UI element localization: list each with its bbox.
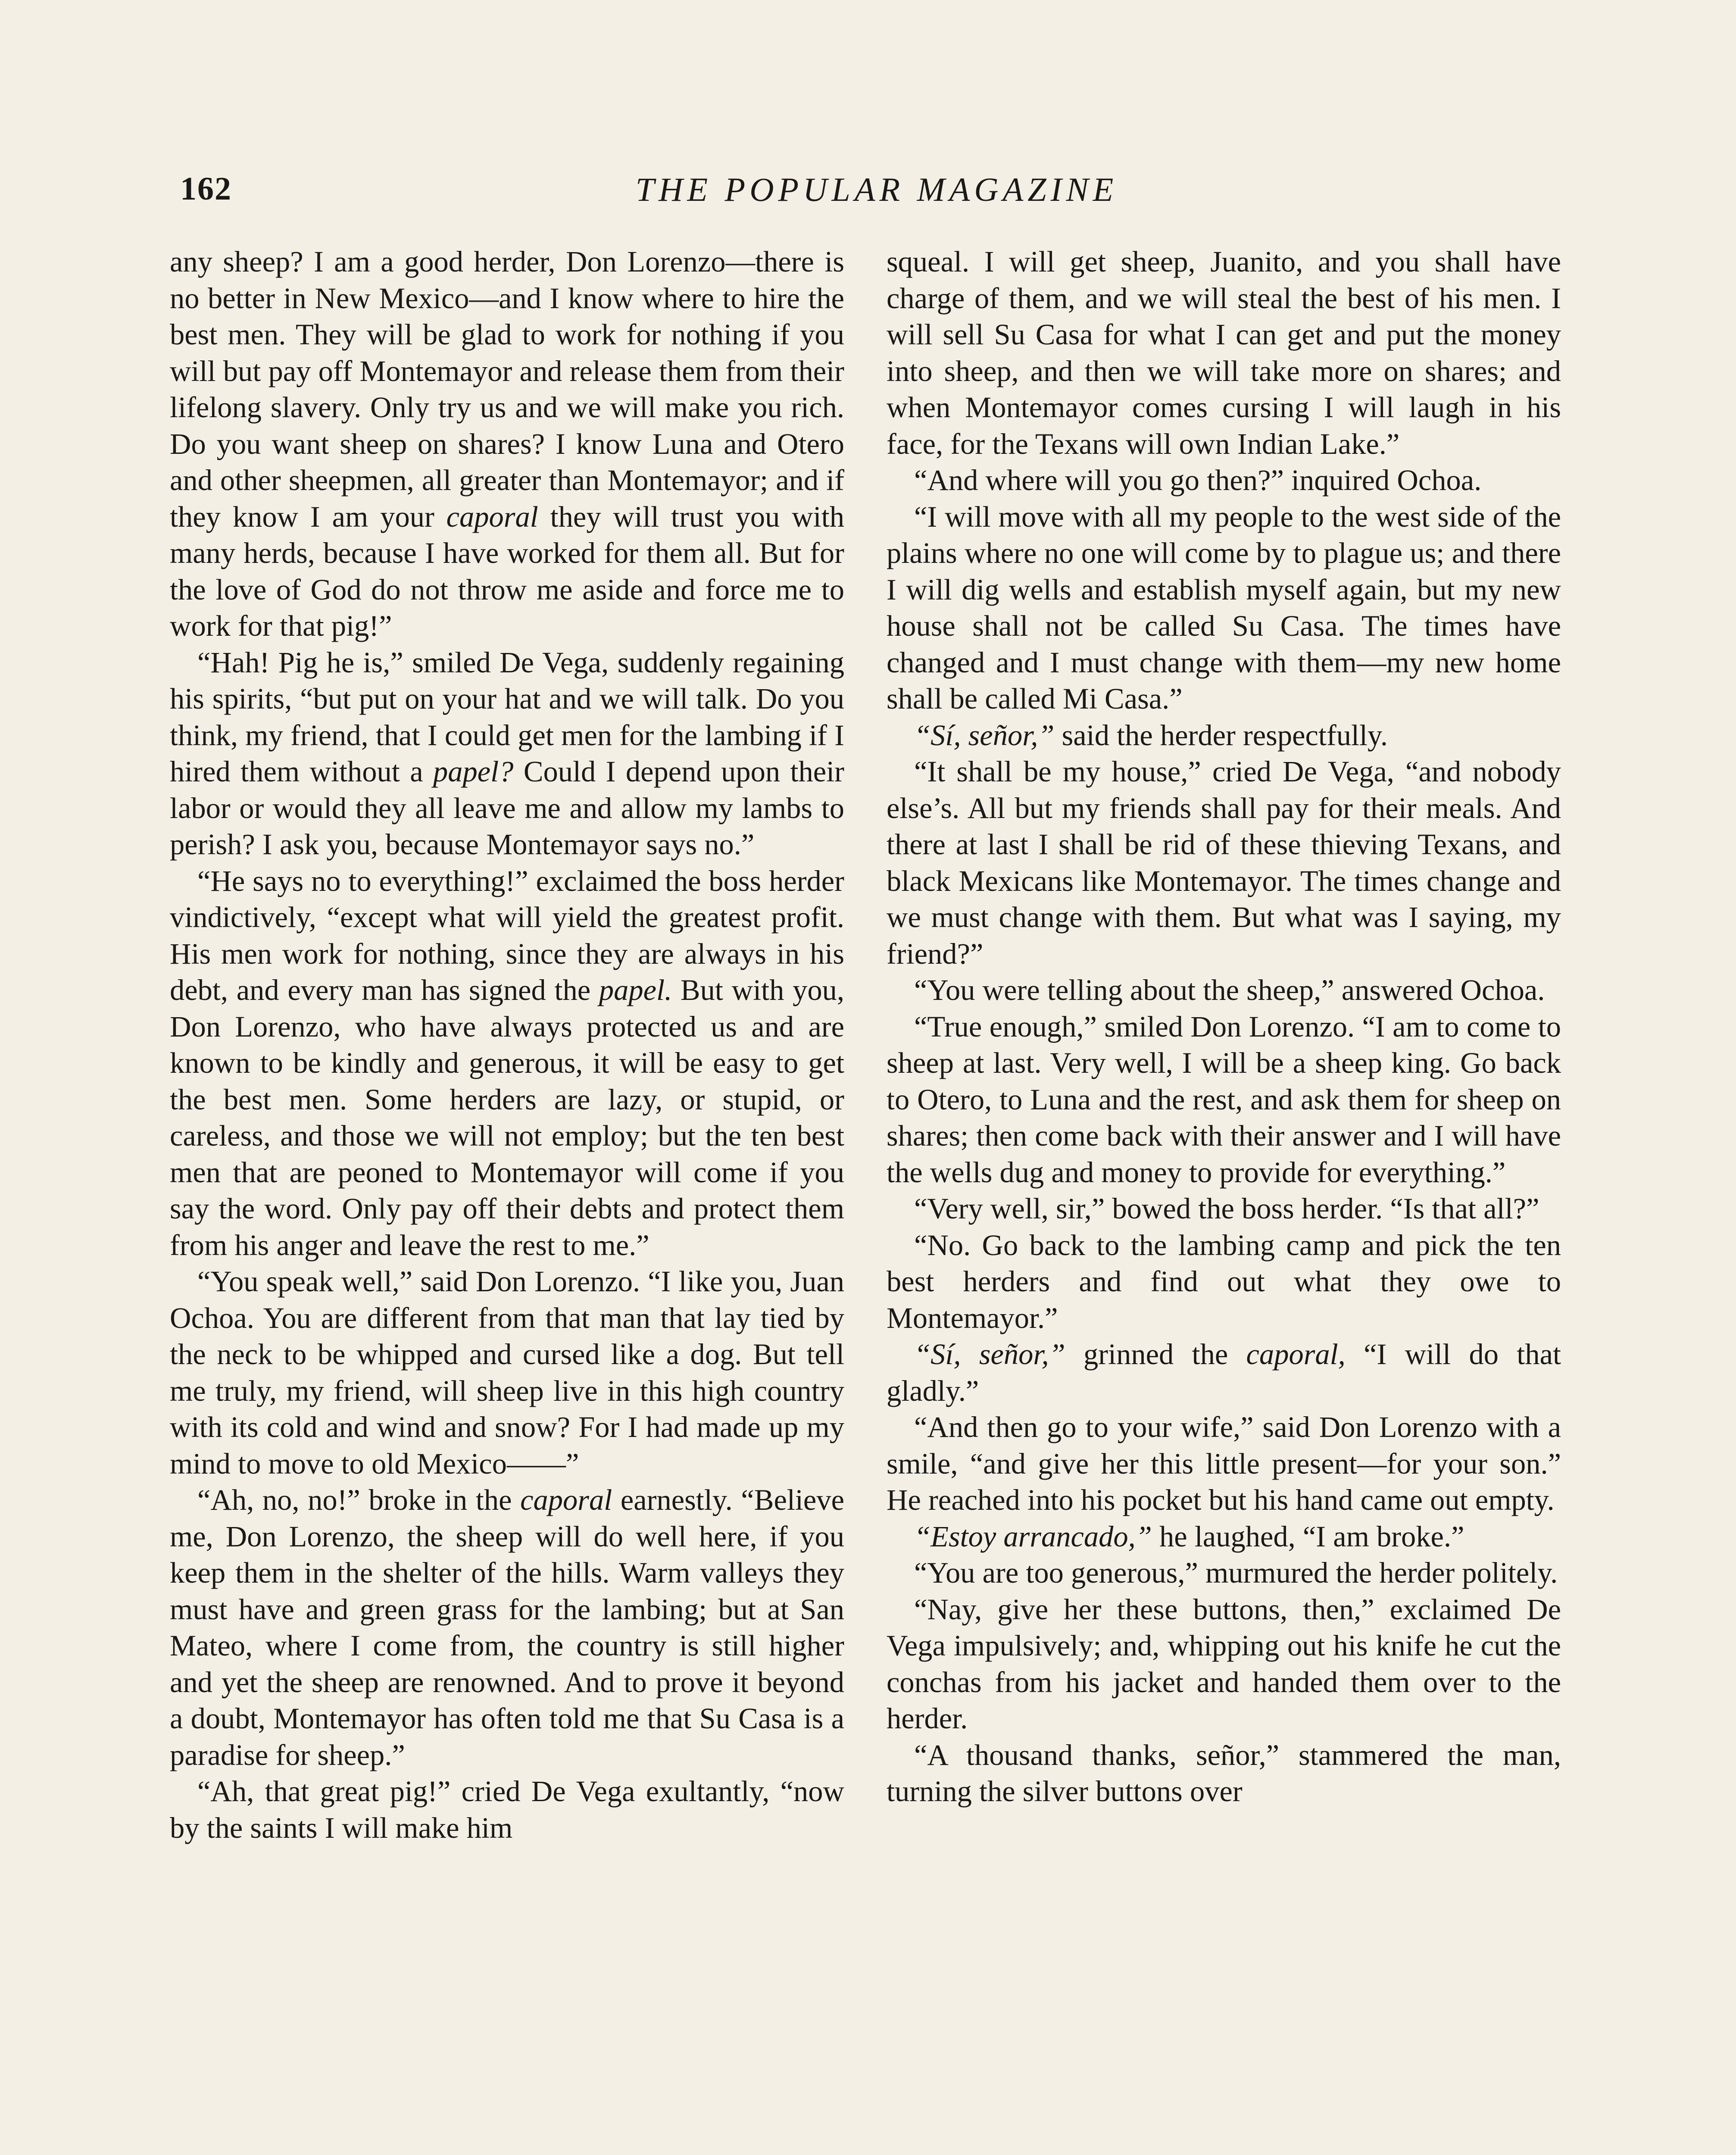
paragraph bbox=[887, 1227, 1561, 1337]
italic-text: caporal, bbox=[1246, 1338, 1346, 1371]
text-run: “A thousand thanks, señor,” stammered the man, turning the silver buttons over bbox=[887, 1738, 1561, 1808]
text-run: said the herder respectfully. bbox=[1054, 718, 1388, 752]
text-run: “No. Go back to the lambing camp and pick the ten best herders and find out what they owe to Montemayor.” bbox=[887, 1228, 1561, 1334]
text-run: earnestly. “Believe me, Don Lorenzo, the sheep will do well here, if you keep them in the shelter of the hills. Warm valleys they must have and green grass for the lambing; but at San Mateo, where I come from, the country is still higher and yet the sheep are renowned. And to prove it beyond a doubt, Montemayor has often told me that Su Casa is a paradise for sheep.” bbox=[170, 1484, 844, 1771]
text-run: “I will do that gladly.” bbox=[887, 1338, 1561, 1407]
right-column bbox=[887, 244, 1561, 2155]
paragraph bbox=[887, 462, 1561, 499]
text-run: grinned the bbox=[1065, 1338, 1246, 1371]
italic-text: caporal bbox=[446, 500, 538, 533]
text-run: “I will move with all my people to the west side of the plains where no one will come by to plague us; and there I will dig wells and establish myself again, but my new house shall not be called Su Casa. The times have changed and I must change with them—my new home shall be called Mi Casa.” bbox=[887, 500, 1561, 715]
text-run: “Very well, sir,” bowed the boss herder. “Is that all?” bbox=[914, 1192, 1539, 1225]
paragraph bbox=[887, 1555, 1561, 1591]
paragraph bbox=[170, 1482, 844, 1773]
paragraph bbox=[887, 753, 1561, 972]
italic-text: papel? bbox=[433, 755, 514, 788]
text-run: they will trust you with many herds, because I have worked for them all. But for the love of God do not throw me aside and force me to work for that pig!” bbox=[170, 500, 844, 642]
page-number: 162 bbox=[180, 171, 232, 207]
paragraph bbox=[887, 1409, 1561, 1518]
text-run: “True enough,” smiled Don Lorenzo. “I am to come to sheep at last. Very well, I will be a sheep king. Go back to Otero, to Luna and the rest, and ask them for sheep on shares; then come back with their answer and I will have the wells dug and money to provide for everything.” bbox=[887, 1010, 1561, 1189]
paragraph bbox=[887, 1190, 1561, 1227]
paragraph bbox=[887, 499, 1561, 717]
text-run: squeal. I will get sheep, Juanito, and you shall have charge of them, and we will steal the best of his men. I will sell Su Casa for what I can get and put the money into sheep, and then we will take more on shares; and when Montemayor comes cursing I will laugh in his face, for the Texans will own Indian Lake.” bbox=[887, 245, 1561, 460]
text-run: “Hah! Pig he is,” smiled De Vega, suddenly regaining his spirits, “but put on your hat and we will talk. Do you think, my friend, that I could get men for the lambing if I hired them without a bbox=[170, 646, 844, 788]
paragraph bbox=[170, 244, 844, 644]
paragraph bbox=[887, 1518, 1561, 1555]
paragraph bbox=[170, 1263, 844, 1482]
text-run: “You are too generous,” murmured the herder politely. bbox=[914, 1556, 1558, 1589]
text-run: “And then go to your wife,” said Don Lorenzo with a smile, “and give her this little present—for your son.” He reached into his pocket but his hand came out empty. bbox=[887, 1411, 1561, 1516]
paragraph bbox=[887, 972, 1561, 1009]
italic-text: “Estoy arrancado,” bbox=[914, 1520, 1152, 1553]
text-run: “And where will you go then?” inquired Ochoa. bbox=[914, 464, 1482, 497]
paragraph bbox=[887, 717, 1561, 754]
paragraph bbox=[887, 244, 1561, 462]
paragraph bbox=[170, 644, 844, 863]
text-run: “You speak well,” said Don Lorenzo. “I like you, Juan Ochoa. You are different from that man that lay tied by the neck to be whipped and cursed like a dog. But tell me truly, my friend, will sheep live in this high country with its cold and wind and snow? For I had made up my mind to move to old Mexico——” bbox=[170, 1265, 844, 1480]
paragraph bbox=[887, 1009, 1561, 1191]
text-run: he laughed, “I am broke.” bbox=[1152, 1520, 1464, 1553]
text-run: “Nay, give her these buttons, then,” exclaimed De Vega impulsively; and, whipping out his knife he cut the conchas from his jacket and handed them over to the herder. bbox=[887, 1593, 1561, 1735]
italic-text: “Sí, señor,” bbox=[914, 1338, 1065, 1371]
left-column bbox=[170, 244, 844, 2155]
text-run: any sheep? I am a good herder, Don Lorenzo—there is no better in New Mexico—and I know where to hire the best men. They will be glad to work for nothing if you will but pay off Montemayor and release them from their lifelong slavery. Only try us and we will make you rich. Do you want sheep on shares? I know Luna and Otero and other sheepmen, all greater than Montemayor; and if they know I am your bbox=[170, 245, 844, 533]
italic-text: “Sí, señor,” bbox=[914, 718, 1055, 752]
text-run: “It shall be my house,” cried De Vega, “and nobody else’s. All but my friends shall pay for their meals. And there at last I shall be rid of these thieving Texans, and black Mexicans like Montemayor. The times change and we must change with them. But what was I saying, my friend?” bbox=[887, 755, 1561, 970]
text-run: “Ah, that great pig!” cried De Vega exultantly, “now by the saints I will make him bbox=[170, 1775, 844, 1844]
text-run: “Ah, no, no!” broke in the bbox=[197, 1484, 521, 1516]
text-run: But with you, Don Lorenzo, who have always protected us and are known to be kindly and generous, it will be easy to get the best men. Some herders are lazy, or stupid, or careless, and those we will not employ; but the ten best men that are peoned to Montemayor will come if you say the word. Only pay off their debts and protect them from his anger and leave the rest to me.” bbox=[170, 974, 844, 1262]
text-run: “You were telling about the sheep,” answered Ochoa. bbox=[914, 974, 1545, 1006]
italic-text: caporal bbox=[520, 1484, 612, 1516]
italic-text: papel. bbox=[599, 974, 672, 1006]
text-run: “He says no to everything!” exclaimed the boss herder vindictively, “except what will yield the greatest profit. His men work for nothing, since they are always in his debt, and every man has signed the bbox=[170, 864, 844, 1006]
paragraph bbox=[887, 1737, 1561, 1810]
paragraph bbox=[170, 1773, 844, 1846]
paragraph bbox=[887, 1336, 1561, 1409]
text-run: Could I depend upon their labor or would they all leave me and allow my lambs to perish? I ask you, because Montemayor says no.” bbox=[170, 755, 844, 861]
paragraph bbox=[170, 863, 844, 1264]
running-head-title: THE POPULAR MAGAZINE bbox=[635, 171, 1118, 208]
paragraph bbox=[887, 1591, 1561, 1737]
